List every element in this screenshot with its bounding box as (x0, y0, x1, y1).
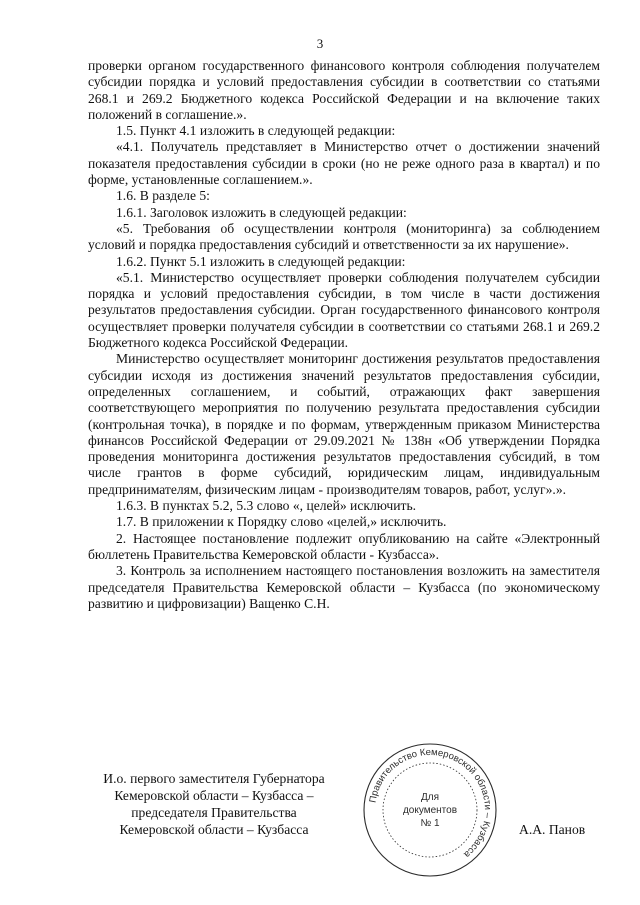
paragraph: 1.7. В приложении к Порядку слово «целей,» исключить. (116, 514, 447, 530)
signatory-title-line: председателя Правительства (131, 805, 297, 820)
seal-center-line: Для (420, 792, 440, 803)
paragraph: 1.6.3. В пунктах 5.2, 5.3 слово «, целей» исключить. (116, 498, 417, 514)
signatory-name: А.А. Панов (519, 822, 586, 837)
paragraph: «5. Требования об осуществлении контроля (мониторинга) за соблюдением условий и порядка предоставления субсидий и ответственности за их нарушение». (88, 220, 600, 253)
paragraph: «5.1. Министерство осуществляет проверки соблюдения получателем субсидии порядка и условий предоставления субсидии, в том числе в части достижения результатов предоставления субсидии. Орган государственного финансового контроля осуществляет проверки получателя субсидии в соответствии со статьями 268.1 и 269.2 Бюджетного кодекса Российской Федерации. (88, 269, 600, 351)
signatory-title (85, 770, 343, 838)
signatory-title-line: Кемеровской области – Кузбасса (119, 822, 309, 837)
seal-center-line: № 1 (420, 818, 440, 829)
signatory-title-line: Кемеровской области – Кузбасса – (114, 788, 314, 803)
paragraph: 3. Контроль за исполнением настоящего постановления возложить на заместителя председателя Правительства Кемеровской области – Кузбасса (по экономическому развитию и цифровизации) Ващенко С.Н. (88, 563, 600, 611)
paragraph: «4.1. Получатель представляет в Министерство отчет о достижении значений показателя предоставления субсидии в сроки (но не реже одного раза в квартал) и по форме, установленные соглашением.». (88, 139, 600, 188)
document-body (88, 58, 600, 612)
paragraph: 1.5. Пункт 4.1 изложить в следующей редакции: (116, 123, 396, 139)
paragraph: 1.6.2. Пункт 5.1 изложить в следующей редакции: (116, 253, 406, 269)
paragraph: Министерство осуществляет мониторинг достижения результатов предоставления субсидии исходя из достижения значений результатов предоставления субсидии, определенных соглашением, и событий, отражающих факт завершения соответствующего мероприятия по получению результата предоставления субсидии (контрольная точка), в порядке и по формам, утвержденным приказом Министерства финансов Российской Федерации от 29.09.2021 № 138н «Об утверждении Порядка проведения мониторинга достижения результатов предоставления субсидий, в том числе грантов в форме субсидий, юридическим лицам, индивидуальным предпринимателям, физическим лицам - производителям товаров, работ, услуг».». (88, 351, 600, 497)
seal-center-line: документов (402, 805, 458, 816)
paragraph: проверки органом государственного финансового контроля соблюдения получателем субсидии порядка и условий предоставления субсидии в соответствии со статьями 268.1 и 269.2 Бюджетного кодекса Российской Федерации и на включение таких положений в соглашение.». (88, 58, 600, 122)
paragraph: 1.6.1. Заголовок изложить в следующей редакции: (116, 204, 407, 220)
seal-ring-text: Правительство Кемеровской области – Кузбасса (367, 746, 494, 860)
signatory-title-line: И.о. первого заместителя Губернатора (103, 771, 325, 786)
paragraph: 2. Настоящее постановление подлежит опубликованию на сайте «Электронный бюллетень Правительства Кемеровской области - Кузбасса». (88, 530, 600, 562)
paragraph: 1.6. В разделе 5: (116, 188, 210, 204)
page-number: 3 (316, 36, 324, 51)
official-seal (360, 740, 500, 880)
